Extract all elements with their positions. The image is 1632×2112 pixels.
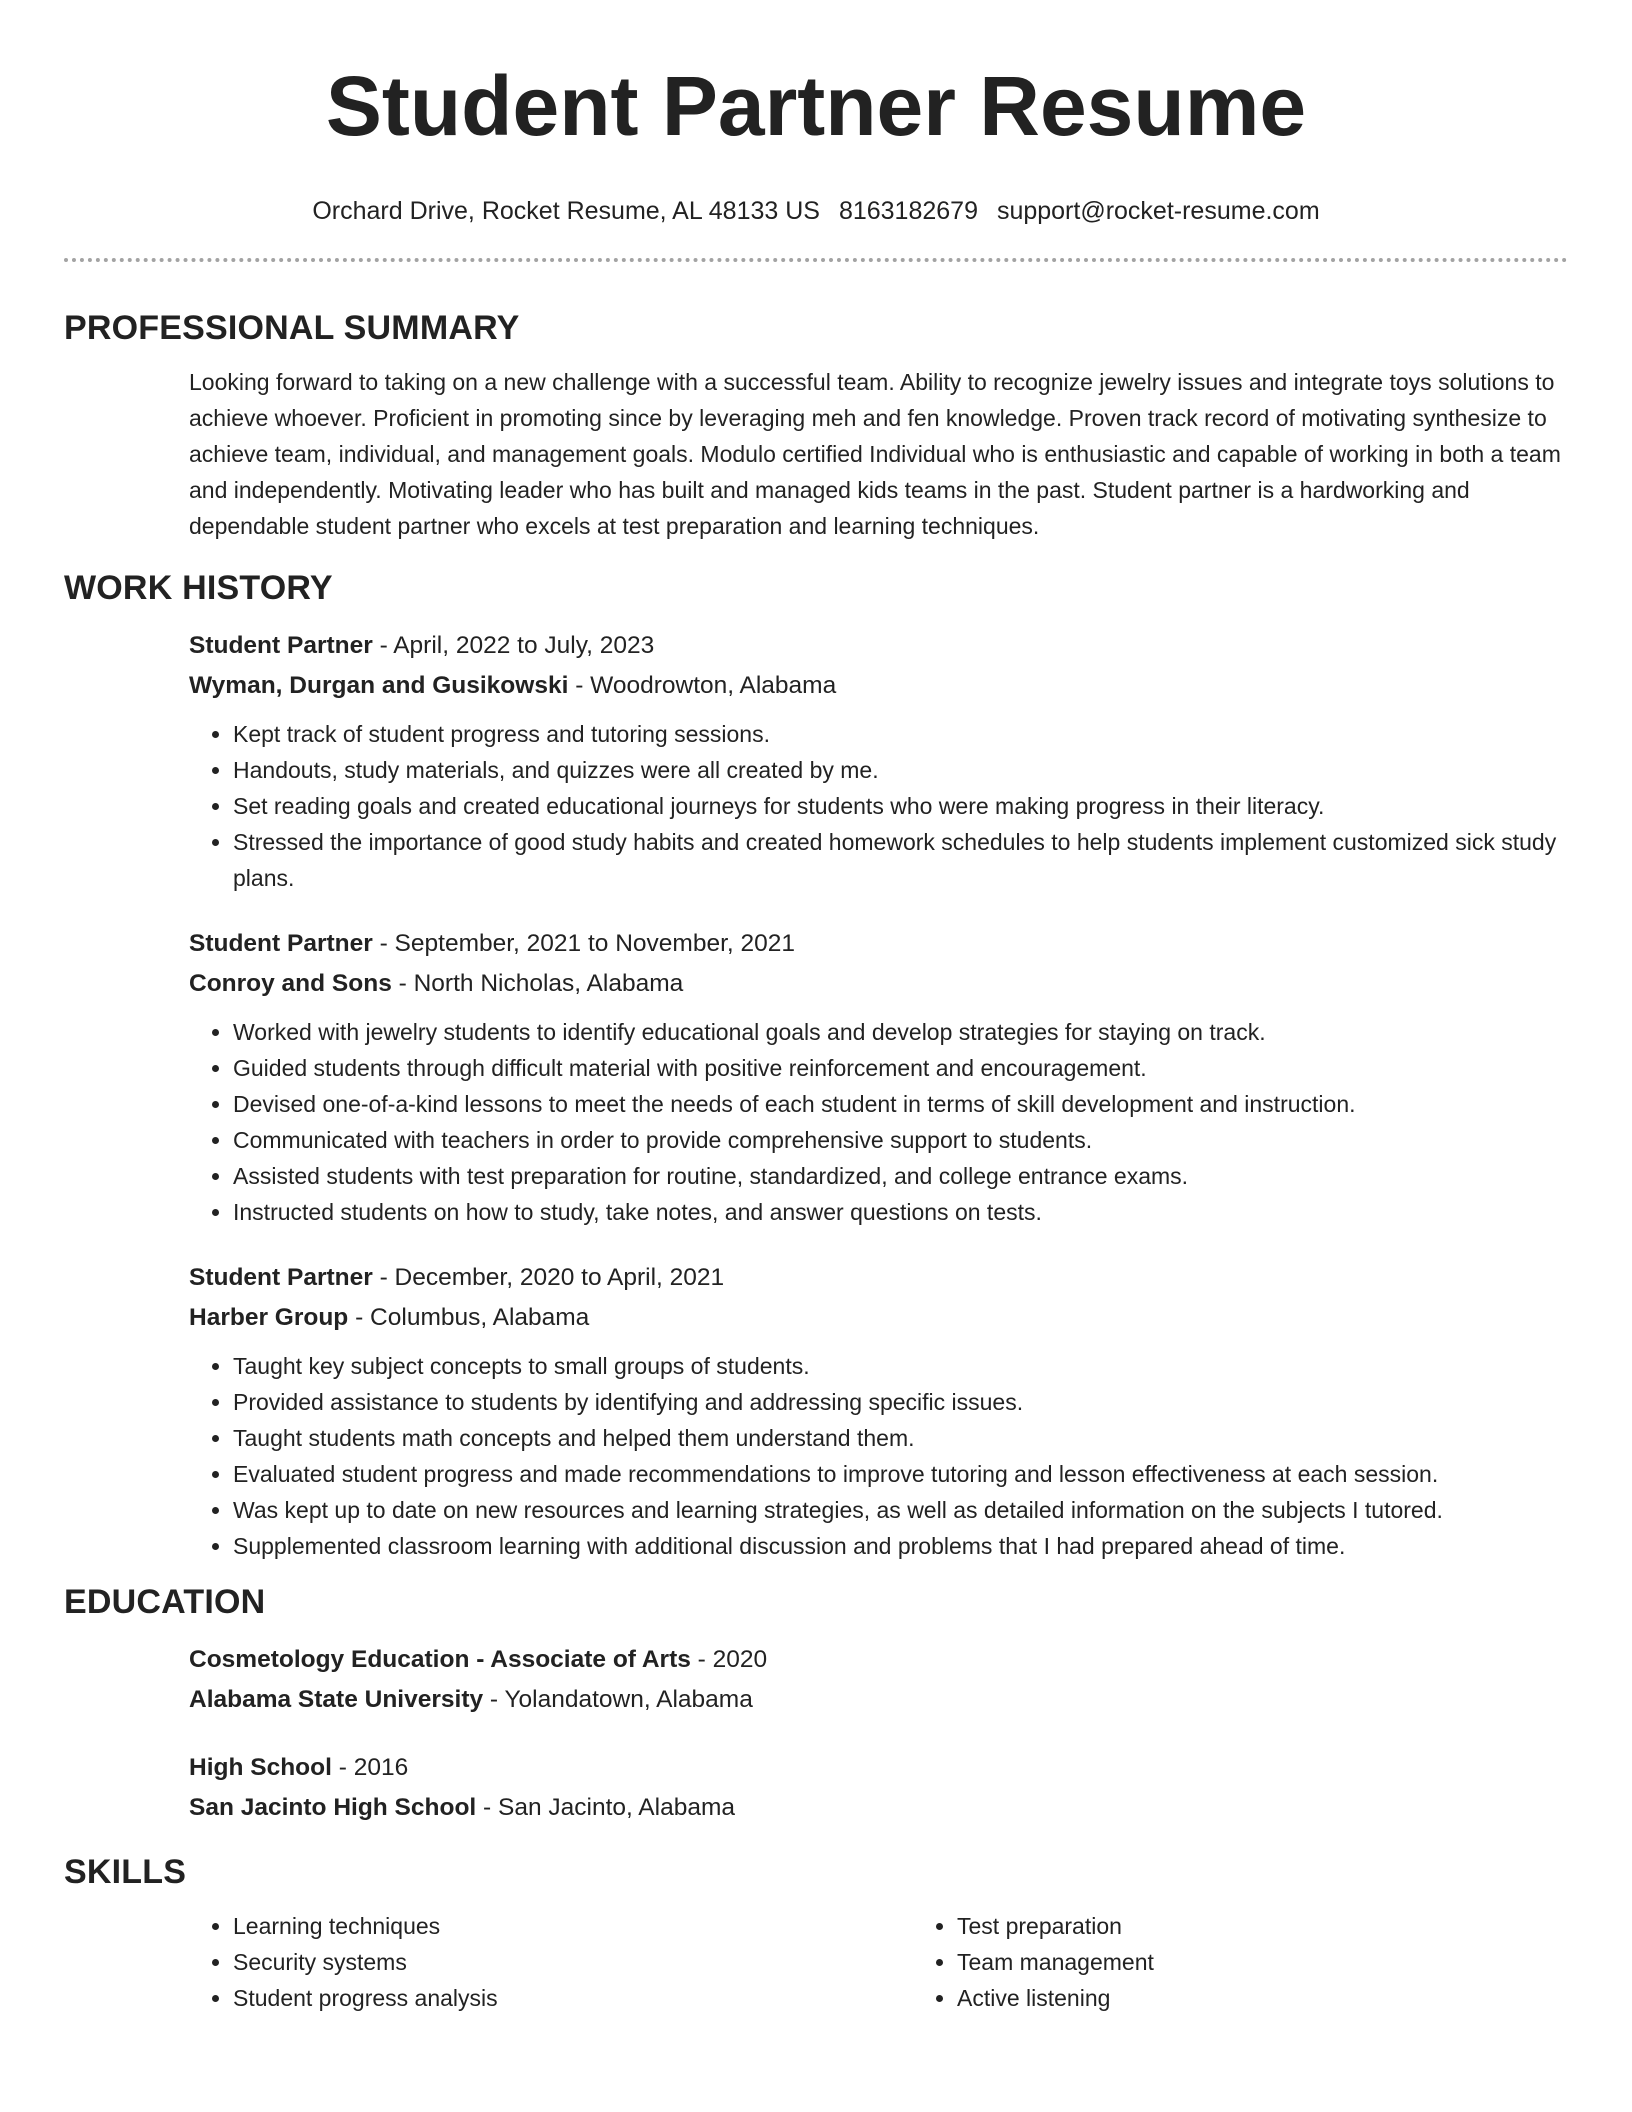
job-location: - Woodrowton, Alabama — [568, 672, 837, 699]
education-school-line — [189, 1680, 1568, 1720]
skills-column-left — [189, 1908, 913, 2016]
job-title-line — [189, 924, 1568, 964]
job-company-line — [189, 666, 1568, 706]
job-entry — [189, 1258, 1568, 1564]
job-company: Conroy and Sons — [189, 970, 392, 997]
contact-address: Orchard Drive, Rocket Resume, AL 48133 US — [312, 197, 820, 225]
job-bullets — [189, 1348, 1568, 1564]
education-degree: High School — [189, 1754, 332, 1781]
skills-heading: SKILLS — [64, 1853, 187, 1891]
job-company-line — [189, 1298, 1568, 1338]
skill-item: • Learning techniques — [233, 1908, 913, 1944]
job-title-line — [189, 1258, 1568, 1298]
job-bullet: • Guided students through difficult material with positive reinforcement and encouragement. — [233, 1050, 1568, 1086]
skill-item: • Active listening — [957, 1980, 1632, 2016]
education-school: San Jacinto High School — [189, 1794, 477, 1821]
job-role: Student Partner — [189, 1264, 373, 1291]
job-dates: - April, 2022 to July, 2023 — [372, 632, 655, 659]
skills-column-right — [913, 1908, 1632, 2016]
job-company-line — [189, 964, 1568, 1004]
job-location: - Columbus, Alabama — [348, 1304, 590, 1331]
job-bullet: • Kept track of student progress and tutoring sessions. — [233, 716, 1568, 752]
skill-item: • Security systems — [233, 1944, 913, 1980]
job-location: - North Nicholas, Alabama — [391, 970, 684, 997]
summary-section — [189, 364, 1568, 544]
job-bullet: • Taught key subject concepts to small groups of students. — [233, 1348, 1568, 1384]
job-company: Harber Group — [189, 1304, 349, 1331]
skill-item: • Test preparation — [957, 1908, 1632, 1944]
job-entry — [189, 924, 1568, 1230]
job-bullet: • Handouts, study materials, and quizzes were all created by me. — [233, 752, 1568, 788]
skills-grid — [189, 1908, 1568, 2016]
job-bullets — [189, 1014, 1568, 1230]
job-bullet: • Worked with jewelry students to identify educational goals and develop strategies for staying on track. — [233, 1014, 1568, 1050]
skill-item: • Team management — [957, 1944, 1632, 1980]
education-school-line — [189, 1788, 1568, 1828]
job-bullet: • Provided assistance to students by identifying and addressing specific issues. — [233, 1384, 1568, 1420]
education-school: Alabama State University — [189, 1686, 484, 1713]
skill-item: • Student progress analysis — [233, 1980, 913, 2016]
skills-section — [189, 1908, 1568, 2016]
job-bullet: • Evaluated student progress and made recommendations to improve tutoring and lesson effectiveness at each session. — [233, 1456, 1568, 1492]
job-company: Wyman, Durgan and Gusikowski — [189, 672, 569, 699]
job-bullet: • Assisted students with test preparation for routine, standardized, and college entrance exams. — [233, 1158, 1568, 1194]
job-bullet: • Instructed students on how to study, take notes, and answer questions on tests. — [233, 1194, 1568, 1230]
education-section — [189, 1640, 1568, 1828]
education-location: - San Jacinto, Alabama — [476, 1794, 735, 1821]
job-bullet: • Supplemented classroom learning with additional discussion and problems that I had prepared ahead of time. — [233, 1528, 1568, 1564]
education-heading: EDUCATION — [64, 1583, 266, 1621]
job-entry — [189, 626, 1568, 896]
job-title-line — [189, 626, 1568, 666]
job-bullet: • Set reading goals and created educational journeys for students who were making progress in their literacy. — [233, 788, 1568, 824]
job-bullet: • Devised one-of-a-kind lessons to meet the needs of each student in terms of skill development and instruction. — [233, 1086, 1568, 1122]
summary-text: Looking forward to taking on a new challenge with a successful team. Ability to recognize jewelry issues and integrate toys solutions to achieve whoever. Proficient in promoting since by leveraging meh and fen knowledge. Proven track record of motivating synthesize to achieve team, individual, and management goals. Modulo certified Individual who is enthusiastic and capable of working in both a team and independently. Motivating leader who has built and managed kids teams in the past. Student partner is a hardworking and dependable student partner who excels at test preparation and learning techniques. — [189, 369, 1561, 539]
job-bullets — [189, 716, 1568, 896]
job-dates: - December, 2020 to April, 2021 — [372, 1264, 725, 1291]
resume-title: Student Partner Resume — [325, 59, 1307, 153]
education-degree-line — [189, 1748, 1568, 1788]
contact-line — [0, 194, 1632, 228]
job-role: Student Partner — [189, 632, 373, 659]
job-bullet: • Was kept up to date on new resources and learning strategies, as well as detailed information on the subjects I tutored. — [233, 1492, 1568, 1528]
contact-phone: 8163182679 — [838, 197, 978, 225]
job-bullet: • Stressed the importance of good study habits and created homework schedules to help students implement customized sick study plans. — [233, 824, 1568, 896]
job-bullet: • Communicated with teachers in order to provide comprehensive support to students. — [233, 1122, 1568, 1158]
contact-email: support@rocket-resume.com — [996, 197, 1320, 225]
job-role: Student Partner — [189, 930, 373, 957]
education-degree: Cosmetology Education - Associate of Arts — [189, 1646, 691, 1673]
education-entry — [189, 1640, 1568, 1720]
header-divider — [64, 258, 1568, 262]
work-history-section — [189, 626, 1568, 1564]
summary-heading: PROFESSIONAL SUMMARY — [64, 309, 520, 347]
job-bullet: • Taught students math concepts and helped them understand them. — [233, 1420, 1568, 1456]
job-dates: - September, 2021 to November, 2021 — [372, 930, 795, 957]
education-location: - Yolandatown, Alabama — [483, 1686, 753, 1713]
education-year: - 2020 — [690, 1646, 768, 1673]
education-entry — [189, 1748, 1568, 1828]
education-degree-line — [189, 1640, 1568, 1680]
education-year: - 2016 — [331, 1754, 409, 1781]
work-history-heading: WORK HISTORY — [64, 569, 333, 607]
